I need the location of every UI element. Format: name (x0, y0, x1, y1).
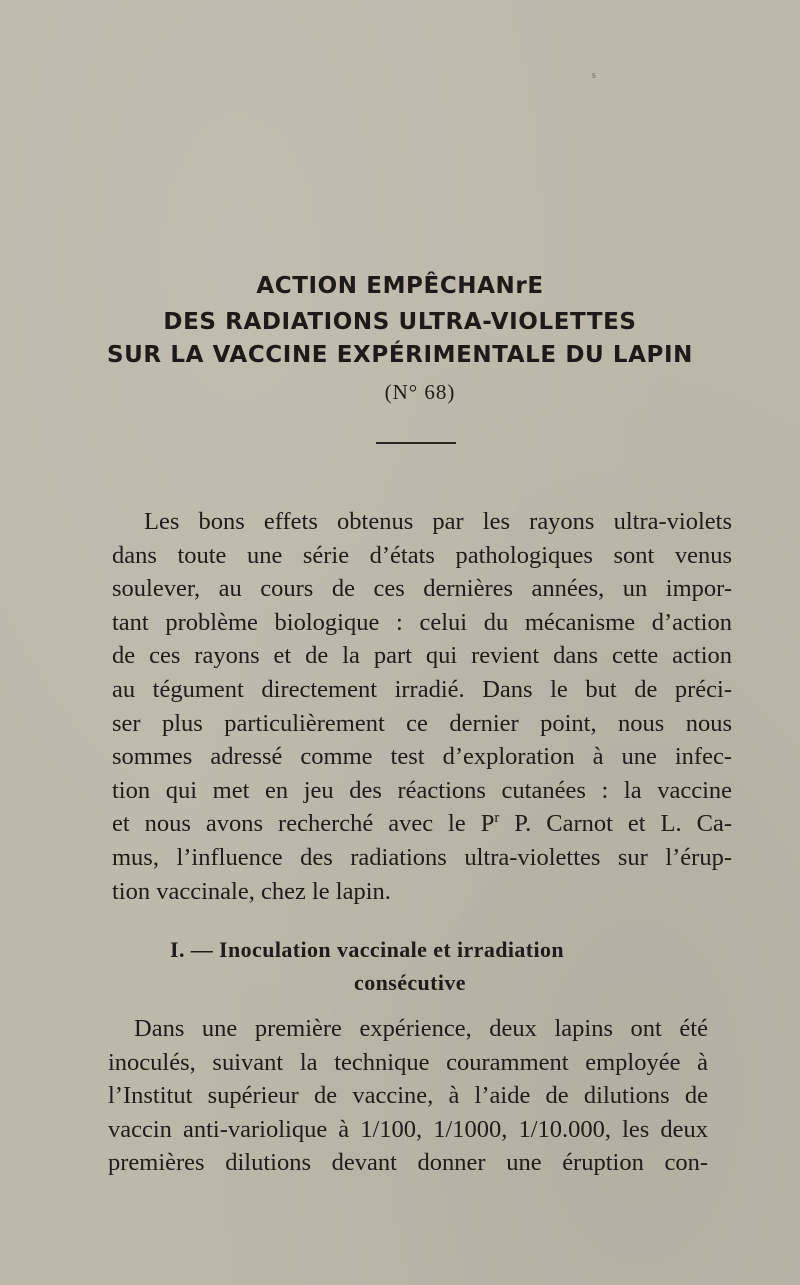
text-line: soulever, au cours de ces dernières années, un impor- (112, 575, 732, 603)
text-line: inoculés, suivant la technique couramment employée à (108, 1048, 708, 1076)
paragraph-2 (108, 1012, 708, 1180)
text-line: tion qui met en jeu des réactions cutanées : la vaccine (112, 776, 732, 804)
page-mark: s (592, 70, 596, 81)
text-line: tant problème biologique : celui du mécanisme d’action (112, 608, 732, 636)
article-number: (N° 68) (384, 380, 456, 404)
text-line: tion vaccinale, chez le lapin. (112, 877, 391, 905)
text-line: ser plus particulièrement ce dernier point, nous nous (112, 709, 732, 737)
text-line: premières dilutions devant donner une éruption con- (108, 1149, 708, 1177)
text-line: Dans une première expérience, deux lapins ont été (134, 1015, 708, 1042)
text-line: l’Institut supérieur de vaccine, à l’aide de dilutions de (108, 1082, 708, 1110)
text-line-with-superscript (112, 807, 732, 841)
title-line-2: DES RADIATIONS ULTRA-VIOLETTES (163, 309, 637, 335)
text-line: dans toute une série d’états pathologiques sont venus (112, 541, 732, 569)
text-segment: et nous avons recherché avec le (112, 810, 466, 838)
title-abbrev: $P^r$ (480, 810, 500, 838)
title-line-3: SUR LA VACCINE EXPÉRIMENTALE DU LAPIN (106, 342, 694, 368)
superscript: r (494, 810, 500, 827)
text-segment: P. Carnot et L. Ca- (499, 810, 732, 838)
section-heading-continued: consécutive (354, 970, 466, 995)
paragraph-1 (112, 505, 732, 908)
text-line: vaccin anti-variolique à 1/100, 1/1000, 1/10.000, les deux (108, 1115, 708, 1143)
text-line: Les bons effets obtenus par les rayons ultra-violets (144, 508, 732, 535)
divider-rule (376, 442, 456, 444)
text-line: de ces rayons et de la part qui revient dans cette action (112, 642, 732, 670)
text-line: au tégument directement irradié. Dans le but de préci- (112, 675, 732, 703)
text-line: mus, l’influence des radiations ultra-violettes sur l’érup- (112, 843, 732, 871)
text-line: sommes adressé comme test d’exploration à une infec- (112, 743, 732, 771)
title-line-1: ACTION EMPÊCHANrE (256, 273, 544, 299)
section-heading: I. — Inoculation vaccinale et irradiation (170, 937, 565, 962)
